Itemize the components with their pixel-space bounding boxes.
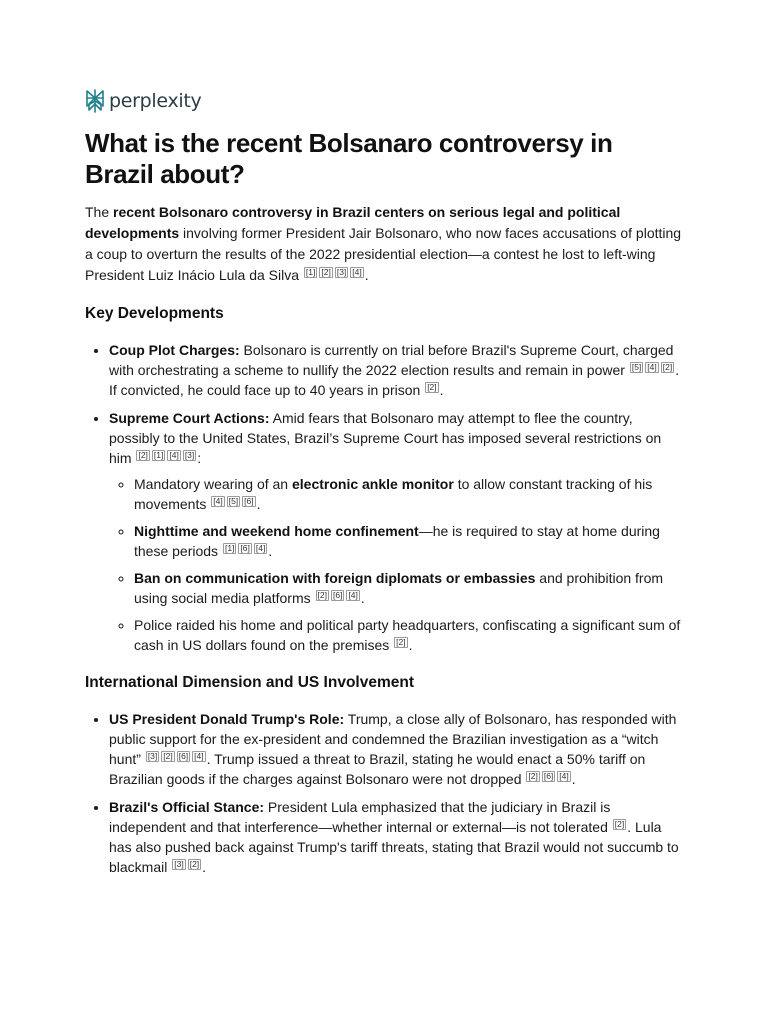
citation-link[interactable]: [2]	[427, 382, 437, 392]
page-title: What is the recent Bolsanaro controversy in Brazil about?	[85, 128, 613, 189]
citation-link[interactable]: [4]	[348, 590, 358, 600]
international-list	[85, 709, 685, 877]
item-bold: electronic ankle monitor	[291, 476, 454, 492]
item-bold: Ban on communication with foreign diplomats or embassies	[134, 570, 536, 586]
citation-link[interactable]: [4]	[255, 543, 266, 553]
item-text: . If convicted, he could face up to 40 years in prison	[109, 362, 680, 398]
sentence-end: .	[202, 859, 207, 875]
citation-link[interactable]: [2]	[317, 590, 327, 600]
sentence-end: .	[571, 771, 576, 787]
list-item-home-confinement	[134, 521, 685, 561]
list-item-ankle-monitor	[134, 474, 685, 514]
citation-link[interactable]: [5]	[631, 362, 642, 372]
perplexity-logo-icon	[85, 89, 105, 113]
citation-link[interactable]: [3]	[184, 450, 195, 460]
intro-paragraph	[85, 202, 685, 286]
citation-link[interactable]: [4]	[169, 450, 179, 460]
intro-bold: recent Bolsonaro controversy in Brazil centers on serious legal and political developments	[85, 204, 621, 241]
sentence-end: .	[364, 267, 369, 283]
citation-group	[135, 450, 201, 466]
brand-logo[interactable]	[85, 89, 201, 113]
citation-link[interactable]: [3]	[336, 267, 347, 277]
citation-link[interactable]: [3]	[174, 859, 184, 869]
section-heading-international: International Dimension and US Involvement	[85, 674, 414, 691]
citation-link[interactable]: [4]	[194, 751, 204, 761]
citation-link[interactable]: [6]	[244, 496, 254, 506]
item-text: Mandatory wearing of an	[134, 476, 292, 492]
restrictions-list	[109, 474, 685, 655]
citation-group	[612, 819, 627, 835]
item-label: Supreme Court Actions:	[109, 410, 270, 426]
citation-group	[222, 543, 272, 559]
sentence-end: .	[360, 590, 365, 606]
section-heading-key-developments: Key Developments	[85, 305, 224, 322]
item-text: Police raided his home and political party headquarters, confiscating a significant sum of cash in US dollars found on the premises	[134, 617, 681, 653]
brand-name: perplexity	[109, 90, 202, 112]
citation-link[interactable]: [4]	[213, 496, 223, 506]
citation-link[interactable]: [1]	[153, 450, 164, 460]
list-item-supreme-court	[109, 408, 685, 655]
citation-link[interactable]: [2]	[321, 267, 331, 277]
citation-link[interactable]: [2]	[163, 751, 173, 761]
citation-link[interactable]: [1]	[305, 267, 316, 277]
intro-text: involving former President Jair Bolsonaro, who now faces accusations of plotting a coup to overturn the results of the 2022 presidential election—a contest he lost to left-wing President Luiz Inácio Lula da Silva	[85, 225, 682, 283]
list-item-trump-role	[109, 709, 685, 789]
item-text: Trump, a close ally of Bolsonaro, has responded with public support for the ex-president and condemned the Brazilian investigation as a “witch hunt”	[109, 711, 677, 767]
citation-link[interactable]: [6]	[178, 751, 189, 761]
citation-group	[145, 751, 207, 767]
item-text: . Lula has also pushed back against Trump's tariff threats, stating that Brazil would not succumb to blackmail	[109, 819, 679, 875]
citation-group	[525, 771, 575, 787]
citation-link[interactable]: [3]	[147, 751, 158, 761]
item-text: and prohibition from using social media platforms	[134, 570, 664, 606]
list-item-communication-ban	[134, 568, 685, 608]
citation-link[interactable]: [4]	[352, 267, 362, 277]
item-bold: Nighttime and weekend home confinement	[134, 523, 419, 539]
item-label: US President Donald Trump's Role:	[109, 711, 345, 727]
citation-link[interactable]: [2]	[138, 450, 148, 460]
key-developments-list	[85, 340, 685, 655]
item-text: Bolsonaro is currently on trial before Brazil's Supreme Court, charged with orchestrating a scheme to nullify the 2022 election results and remain in power	[109, 342, 674, 378]
item-text: Amid fears that Bolsonaro may attempt to flee the country, possibly to the United States, Brazil’s Supreme Court has imposed several restrictions on him	[109, 410, 662, 466]
item-text: . Trump issued a threat to Brazil, stating he would enact a 50% tariff on Brazilian goods if the charges against Bolsonaro were not dropped	[109, 751, 646, 787]
citation-link[interactable]: [2]	[189, 859, 200, 869]
citation-link[interactable]: [4]	[559, 771, 569, 781]
item-label: Brazil's Official Stance:	[109, 799, 265, 815]
list-item-police-raid	[134, 615, 685, 655]
citation-link[interactable]: [2]	[662, 362, 673, 372]
citation-link[interactable]: [6]	[332, 590, 343, 600]
citation-link[interactable]: [1]	[224, 543, 235, 553]
list-item-brazil-stance	[109, 797, 685, 877]
citation-group	[393, 637, 412, 653]
citation-group	[629, 362, 675, 378]
citation-group	[210, 496, 260, 512]
item-text: —he is required to stay at home during these periods	[134, 523, 660, 559]
citation-link[interactable]: [5]	[228, 496, 239, 506]
item-text: to allow constant tracking of his movements	[134, 476, 653, 512]
citation-link[interactable]: [2]	[396, 637, 406, 647]
item-text: President Lula emphasized that the judiciary in Brazil is independent and that interference—whether internal or external—is not tolerated	[109, 799, 611, 835]
sentence-end: .	[439, 382, 444, 398]
citation-link[interactable]: [6]	[240, 543, 250, 553]
item-label: Coup Plot Charges:	[109, 342, 240, 358]
list-item-coup-plot	[109, 340, 685, 400]
sentence-end: :	[197, 450, 202, 466]
citation-group	[315, 590, 365, 606]
citation-link[interactable]: [6]	[543, 771, 554, 781]
citation-link[interactable]: [2]	[528, 771, 538, 781]
citation-group	[424, 382, 443, 398]
citation-link[interactable]: [2]	[614, 819, 625, 829]
sentence-end: .	[268, 543, 273, 559]
intro-prefix: The	[85, 204, 114, 220]
sentence-end: .	[408, 637, 413, 653]
sentence-end: .	[256, 496, 261, 512]
citation-link[interactable]: [4]	[647, 362, 657, 372]
citation-group	[303, 267, 369, 283]
citation-group	[171, 859, 206, 875]
answer-content	[85, 128, 685, 885]
